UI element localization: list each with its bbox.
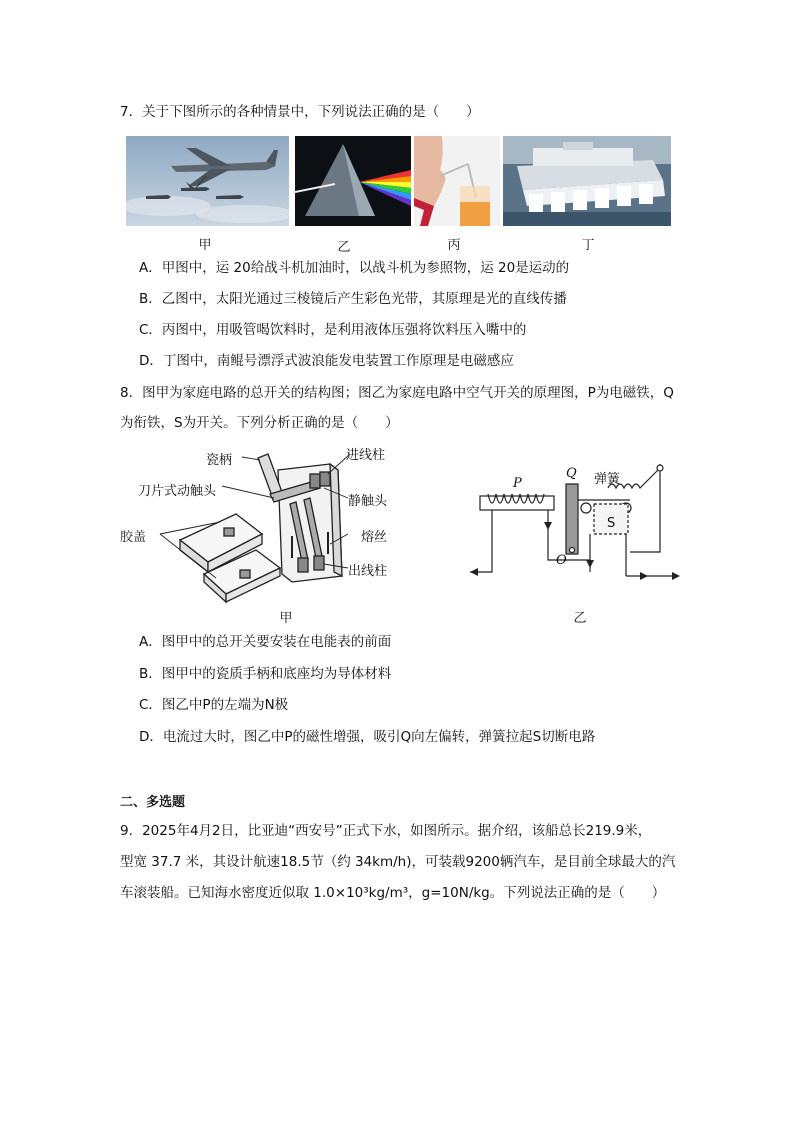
- label-spring: 弹簧: [594, 472, 621, 487]
- label-P: P: [513, 476, 522, 491]
- q7-option-c: C．丙图中，用吸管喝饮料时，是利用液体压强将饮料压入嘴中的: [139, 322, 527, 338]
- q8-stem-line1: 8．图甲为家庭电路的总开关的结构图；图乙为家庭电路中空气开关的原理图，P为电磁铁，Q: [120, 385, 674, 401]
- caption-fig-jia: 甲: [279, 611, 293, 626]
- caption-fig-yi: 乙: [573, 611, 587, 626]
- label-O: O: [556, 553, 567, 568]
- photo-jia-refueling: [126, 136, 289, 226]
- figure-jia-knife-switch: [120, 440, 420, 610]
- caption-bing: 丙: [447, 238, 461, 253]
- photo-ding-wave-platform: [503, 136, 671, 226]
- section-title-multi-choice: 二、多选题: [120, 795, 186, 810]
- q7-option-a: A．甲图中，运 20给战斗机加油时，以战斗机为参照物，运 20是运动的: [139, 260, 570, 276]
- q7-stem: 7．关于下图所示的各种情景中，下列说法正确的是（ ）: [120, 104, 480, 120]
- label-jingchutou: 静触头: [348, 494, 388, 509]
- q8-option-d: D．电流过大时，图乙中P的磁性增强，吸引Q向左偏转，弹簧拉起S切断电路: [139, 729, 596, 745]
- caption-yi: 乙: [337, 240, 351, 255]
- label-daopian: 刀片式动触头: [138, 484, 217, 499]
- label-Q: Q: [566, 466, 577, 481]
- q7-option-b: B．乙图中，太阳光通过三棱镜后产生彩色光带，其原理是光的直线传播: [139, 291, 567, 307]
- q8-option-c: C．图乙中P的左端为N极: [139, 697, 289, 713]
- label-S: S: [607, 516, 616, 531]
- q8-option-a: A．图甲中的总开关要安装在电能表的前面: [139, 634, 392, 650]
- label-jinxianzhu: 进线柱: [346, 448, 386, 463]
- q9-line2: 型宽 37.7 米，其设计航速18.5节（约 34km/h)，可装载9200辆汽车，是目前全球最大的汽: [120, 854, 676, 870]
- photo-bing-straw: [414, 136, 500, 226]
- q9-line3: 车滚装船。已知海水密度近似取 1.0×10³kg/m³，g=10N/kg。下列说法正确的是（ ）: [120, 885, 666, 901]
- label-cibing: 瓷柄: [206, 453, 233, 468]
- photo-yi-prism: [295, 136, 411, 226]
- label-rongsi: 熔丝: [361, 530, 388, 545]
- q7-option-d: D．丁图中，南鲲号漂浮式波浪能发电装置工作原理是电磁感应: [139, 353, 514, 369]
- q9-line1: 9．2025年4月2日，比亚迪“西安号”正式下水，如图所示。据介绍，该船总长219.9米，: [120, 823, 652, 839]
- caption-ding: 丁: [581, 238, 595, 253]
- q8-stem-line2: 为衔铁，S为开关。下列分析正确的是（ ）: [120, 415, 399, 431]
- q8-option-b: B．图甲中的瓷质手柄和底座均为导体材料: [139, 666, 392, 682]
- label-jiaogai: 胶盖: [120, 530, 147, 545]
- caption-jia: 甲: [198, 238, 212, 253]
- label-chuxianzhu: 出线柱: [348, 564, 388, 579]
